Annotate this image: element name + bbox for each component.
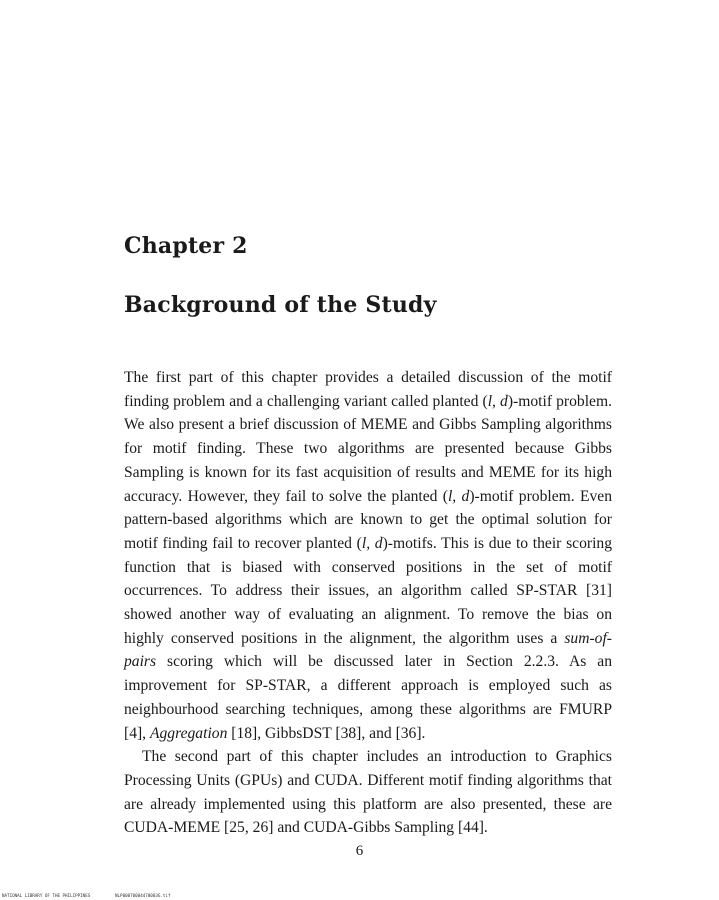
paragraph-1-segment: [18], GibbsDST [38], and [36]. (227, 724, 426, 742)
variable-l-d: l, d (487, 392, 508, 410)
paragraph-1-segment: scoring which will be discussed later in Section 2.2.3. As an improvement for SP-STAR, a different approach is employed such as neighbourhood searching techniques, among these algorithms are FMURP [4], (124, 653, 612, 742)
variable-l-d: l, d (361, 534, 383, 552)
paragraph-1 (124, 366, 612, 745)
paragraph-2: The second part of this chapter includes an introduction to Graphics Processing Units (GPUs) and CUDA. Different motif finding algorithms that are already implemented using this platform are also presented, these are CUDA-MEME [25, 26] and CUDA-Gibbs Sampling [44]. (124, 748, 612, 837)
paragraph-1-segment: The first part of this chapter provides a detailed discussion of the motif finding problem and a challenging variant called planted ( (124, 369, 612, 410)
paragraph-1-segment: )-motif problem. We also present a brief discussion of MEME and Gibbs Sampling algorithms for motif finding. These two algorithms are presented because Gibbs Sampling is known for its fast acquisition of results and MEME for its high accuracy. However, they fail to solve the planted ( (124, 392, 612, 505)
paragraph-1-segment: )-motif problem. Even pattern-based algorithms which are known to get the optimal solution for motif finding fail to recover planted ( (124, 487, 612, 552)
page-number: 6 (355, 843, 364, 859)
footer-library-stamp: NATIONAL LIBRARY OF THE PHILIPPINES (2, 893, 91, 898)
emphasis-aggregation: Aggregation (149, 724, 228, 742)
chapter-title-heading: Background of the Study (124, 292, 437, 318)
emphasis-sum-of-pairs: sum-of-pairs (124, 629, 612, 671)
body-text (124, 366, 612, 840)
variable-l-d: l, d (447, 487, 470, 505)
chapter-number-heading: Chapter 2 (124, 233, 248, 259)
footer-file-id: NLP00070004470003G.tif (115, 893, 171, 898)
paragraph-1-segment: )-motifs. This is due to their scoring function that is biased with conserved positions in the set of motif occurrences. To address their issues, an algorithm called SP-STAR [31] showed another way of evaluating an alignment. To remove the bias on highly conserved positions in the alignment, the algorithm uses a (124, 534, 612, 647)
